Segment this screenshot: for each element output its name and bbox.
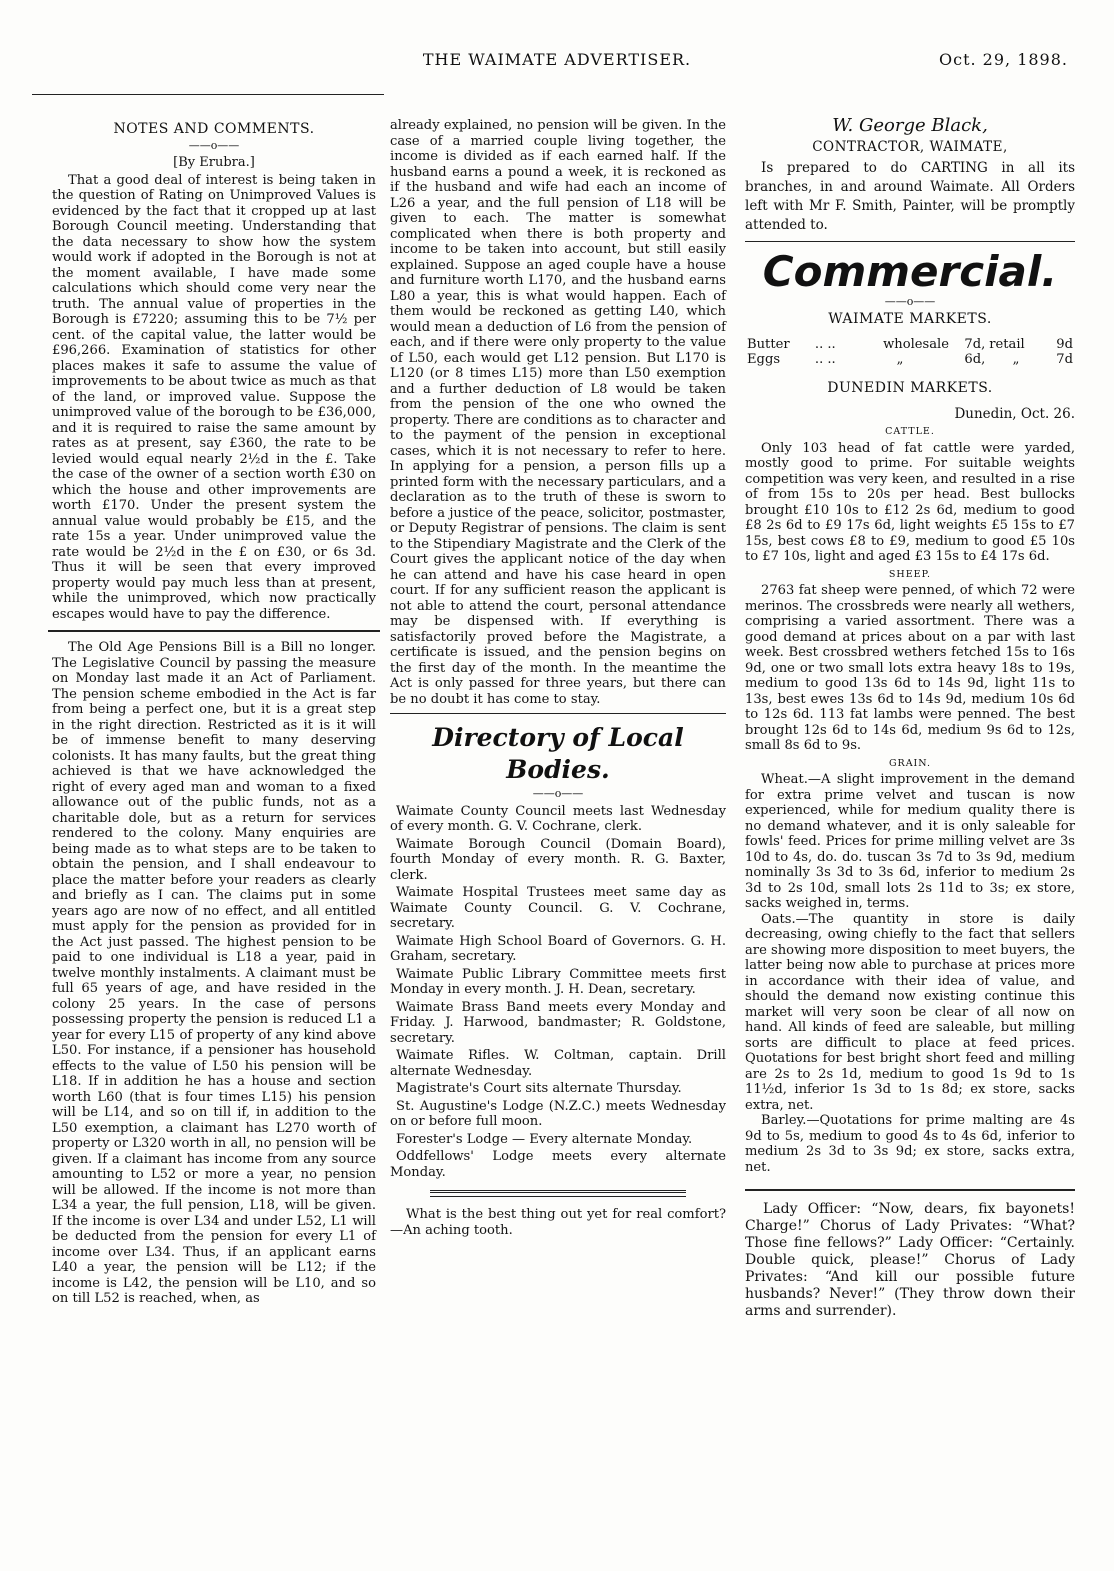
commercial-divider: ——o—— — [884, 295, 936, 308]
market-dots: .. .. — [814, 352, 836, 367]
column-2 — [390, 118, 726, 1238]
grain-label: GRAIN. — [888, 757, 932, 769]
market-kind: wholesale — [883, 337, 949, 352]
sheep-label: SHEEP. — [888, 568, 932, 580]
market-item: Eggs — [747, 352, 781, 367]
directory-entry: Forester's Lodge — Every alternate Monday. — [396, 1131, 693, 1147]
double-rule — [430, 1190, 686, 1197]
table-row — [745, 352, 1075, 367]
notes-heading: NOTES AND COMMENTS. — [113, 121, 315, 137]
directory-heading-line1: Directory of Local — [432, 723, 684, 752]
notes-byline: [By Erubra.] — [173, 155, 255, 170]
notes-divider: ——o—— — [188, 138, 240, 152]
market-item: Butter — [747, 337, 790, 352]
dunedin-markets-heading: DUNEDIN MARKETS. — [827, 380, 993, 396]
directory-divider: ——o—— — [532, 787, 584, 800]
lady-officer-paragraph: Lady Officer: “Now, dears, fix bayonets! Charge!” Chorus of Lady Privates: “What? Those fine fellows?” Lady Officer: “Certainly. Double quick, please!” Chorus of Lady Privates: “And kill our possible future husbands? Never!” (They throw down their arms and surrender). — [745, 1201, 1075, 1319]
directory-entry: Waimate Hospital Trustees meet same day as Waimate County Council. G. V. Cochrane, secretary. — [390, 885, 726, 931]
sheep-paragraph: 2763 fat sheep were penned, of which 72 were merinos. The crossbreds were nearly all wethers, comprising a varied assortment. There was a good demand at prices about on a par with last week. Best crossbred wethers fetched 15s to 16s 9d, one or two small lots extra heavy 18s to 19s, medium to good 13s 6d to 14s 9d, light 11s to 13s, best ewes 13s 6d to 14s 9d, medium 10s 6d to 12s 6d. 113 fat lambs were penned. The best brought 12s 6d to 14s 6d, medium 9s 6d to 12s, small 8s 6d to 9s. — [745, 583, 1075, 753]
advert-body: Is prepared to do CARTING in all its branches, in and around Waimate. All Orders left with Mr F. Smith, Painter, will be promptly attended to. — [745, 160, 1075, 233]
directory-entry: Waimate High School Board of Governors. G. H. Graham, secretary. — [390, 933, 726, 964]
directory-entry: Magistrate's Court sits alternate Thursday. — [396, 1081, 682, 1096]
lady-officer-joke — [745, 1201, 1075, 1320]
joke-paragraph: What is the best thing out yet for real comfort?—An aching tooth. — [390, 1207, 726, 1238]
market-retail-label: retail — [989, 337, 1025, 352]
directory-entry: St. Augustine's Lodge (N.Z.C.) meets Wednesday on or before full moon. — [390, 1098, 726, 1129]
waimate-markets-heading: WAIMATE MARKETS. — [828, 310, 992, 327]
commercial-heading: Commercial. — [762, 247, 1058, 296]
market-retail: 9d — [1056, 337, 1073, 352]
notes-pensions-continued: already explained, no pension will be given. In the case of a married couple living together, the income is divided as if each earned half. If the husband earns a pound a week, it is reckoned as if the husband and wife had each an income of L26 a year, and the full pension of L18 will be given to each. The matter is somewhat complicated when there is both property and income to be taken into account, but still easily explained. Suppose an aged couple have a house and furniture worth L170, and the husband earns L80 a year, this is what would happen. Each of them would be reckoned as getting L40, which would mean a deduction of L6 from the pension of each, and if there were only property to the value of L50, each would get L12 pension. But L170 is L120 (or 8 times L15) more than L50 exemption and a further deduction of L8 would be taken from the pension of the one who owned the property. There are conditions as to character and to the payment of the pension in exceptional cases, which it is not necessary to refer to here. In applying for a pension, a person fills up a printed form with the necessary particulars, and a declaration as to the truth of these is sworn to before a justice of the peace, solicitor, postmaster, or Deputy Registrar of pensions. The claim is sent to the Stipendiary Magistrate and the Clerk of the Court gives the applicant notice of the day when he can attend and have his case heard in open court. If for any sufficient reason the applicant is not able to attend the court, personal attendance may be dispensed with. If everything is satisfactorily proved before the Magistrate, a certificate is issued, and the pension begins on the first day of the month. In the meantime the Act is only passed for three years, but there can be no doubt it has come to stay. — [390, 118, 726, 707]
wheat-paragraph: Wheat.—A slight improvement in the demand for extra prime velvet and tuscan is now experienced, while for medium quality there is no demand whatever, and it is only saleable for fowls' feed. Prices for prime milling velvet are 3s 10d to 4s, do. do. tuscan 3s 7d to 3s 9d, medium nominally 3s 3d to 3s 6d, inferior to medium 2s 3d to 2s 10d, small lots 2s 11d to 3s; ex store, sacks weighed in, terms. — [745, 772, 1075, 911]
advert-name: W. George Black, — [832, 115, 988, 136]
advert-role: CONTRACTOR, WAIMATE, — [812, 138, 1008, 155]
market-retail: 7d — [1056, 352, 1073, 367]
directory-entry: Waimate Public Library Committee meets first Monday in every month. J. H. Dean, secretary. — [390, 966, 726, 997]
market-dots: .. .. — [814, 337, 836, 352]
directory-entry: Oddfellows' Lodge meets every alternate Monday. — [390, 1149, 726, 1180]
market-kind: „ — [896, 352, 904, 367]
barley-paragraph: Barley.—Quotations for prime malting are 4s 9d to 5s, medium to good 4s to 4s 6d, inferior to medium 2s 3d to 3s 9d; ex store, sacks extra, net. — [745, 1113, 1075, 1175]
issue-date: Oct. 29, 1898. — [938, 50, 1068, 69]
header-rule — [32, 94, 384, 95]
market-wholesale: 6d, — [964, 352, 986, 367]
notes-pensions-paragraph: The Old Age Pensions Bill is a Bill no longer. The Legislative Council by passing the measure on Monday last made it an Act of Parliament. The pension scheme embodied in the Act is far from being a perfect one, but it is a great step in the right direction. Restricted as it is it will be of immense benefit to many deserving colonists. It has many faults, but the great thing achieved is that we have acknowledged the right of every aged man and woman to a fixed allowance out of the public funds, not as a charitable dole, but as a return for services rendered to the colony. Many enquiries are being made as to what steps are to be taken to obtain the pension, and I shall endeavour to place the matter before your readers as clearly and briefly as I can. The claims put in some years ago are now of no effect, and all entitled must apply for the pension as provided for in the Act just passed. The highest pension to be paid to one individual is L18 a year, paid in twelve monthly instalments. A claimant must be full 65 years of age, and have resided in the colony 25 years. In the case of persons possessing property the pension is reduced L1 a year for every L15 of property of any kind above L50. For instance, if a pensioner has household effects to the value of L50 his pension will be L18. If in addition he has a house and section worth L60 (that is four times L15) his pension will be L14, and so on till if, in addition to the L50 exemption, a claimant has L270 worth of property or L320 worth in all, no pension will be given. If a claimant has income from any source amounting to L52 or more a year, no pension will be allowed. If the income is not more than L34 a year, the full pension, L18, will be given. If the income is over L34 and under L52, L1 will be deducted from the pension for every L1 of income over L34. Thus, if an applicant earns L40 a year, the pension will be L12; if the income is L42, the pension will be L10, and so on till L52 is reached, when, as — [52, 640, 376, 1306]
dunedin-dateline: Dunedin, Oct. 26. — [954, 405, 1075, 422]
table-row — [745, 337, 1075, 352]
masthead — [0, 50, 1114, 74]
section-rule — [745, 241, 1075, 242]
directory-entry: Waimate Borough Council (Domain Board), fourth Monday of every month. R. G. Baxter, clerk. — [390, 836, 726, 883]
cattle-label: CATTLE. — [885, 426, 935, 437]
oats-paragraph: Oats.—The quantity in store is daily decreasing, owing chiefly to the fact that sellers are showing more disposition to meet buyers, the latter being now able to purchase at prices more in accordance with their idea of value, and should the demand now existing continue this market will very soon be clear of all now on hand. All kinds of feed are saleable, but milling sorts are difficult to place at feed prices. Quotations for best bright short feed and milling are 2s to 2s 1d, medium to good 1s 9d to 1s 11½d, inferior 1s 3d to 1s 8d; ex store, sacks extra, net. — [745, 911, 1075, 1113]
notes-rating-paragraph: That a good deal of interest is being taken in the question of Rating on Unimproved Values is evidenced by the fact that it cropped up at last Borough Council meeting. Understanding that the data necessary to show how the system would work if adopted in the Borough is not at the moment available, I have made some calculations which should come very near the truth. The annual value of properties in the Borough is £7220; assuming this to be 7½ per cent. of the capital value, the latter would be £96,266. Examination of statistics for other places makes it safe to assume the value of improvements to be about twice as much as that of the land, or improved value. Suppose the unimproved value of the borough to be £36,000, and it is required to raise the same amount by rates as at present, say £360, the rate to be levied would equal nearly 2½d in the £. Take the case of the owner of a section worth £30 on which the house and other improvements are worth £170. Under the present system the annual value would probably be £15, and the rate 15s a year. Under unimproved value the rate would be 2½d in the £ on £30, or 6s 3d. Thus it will be seen that every improved property would pay much less than at present, while the unimproved, which now practically escapes would have to pay the difference. — [52, 172, 376, 622]
directory-entry: Waimate Rifles. W. Coltman, captain. Drill alternate Wednesday. — [390, 1048, 726, 1079]
directory-entry: Waimate County Council meets last Wednesday of every month. G. V. Cochrane, clerk. — [390, 803, 726, 834]
directory-entry: Waimate Brass Band meets every Monday and Friday. J. Harwood, bandmaster; R. Goldstone, secretary. — [390, 999, 726, 1046]
section-rule — [390, 713, 726, 714]
directory-heading — [390, 722, 726, 786]
directory-heading-line2: Bodies. — [506, 755, 610, 784]
market-retail-label: „ — [1012, 352, 1020, 367]
column-3 — [745, 115, 1075, 1320]
section-rule — [48, 630, 380, 632]
market-wholesale: 7d, — [964, 337, 986, 352]
newspaper-title: THE WAIMATE ADVERTISER. — [422, 50, 692, 69]
section-rule — [745, 1189, 1075, 1191]
cattle-paragraph: Only 103 head of fat cattle were yarded, mostly good to prime. For suitable weights competition was very keen, and resulted in a rise of from 15s to 20s per head. Best bullocks brought £10 10s to £12 2s 6d, medium to good £8 2s 6d to £9 17s 6d, light weights £5 15s to £7 15s, best cows £8 to £9, medium to good £5 10s to £7 10s, light and aged £3 15s to £4 17s 6d. — [745, 440, 1075, 564]
column-1 — [52, 118, 376, 1307]
waimate-markets-table — [745, 337, 1075, 367]
